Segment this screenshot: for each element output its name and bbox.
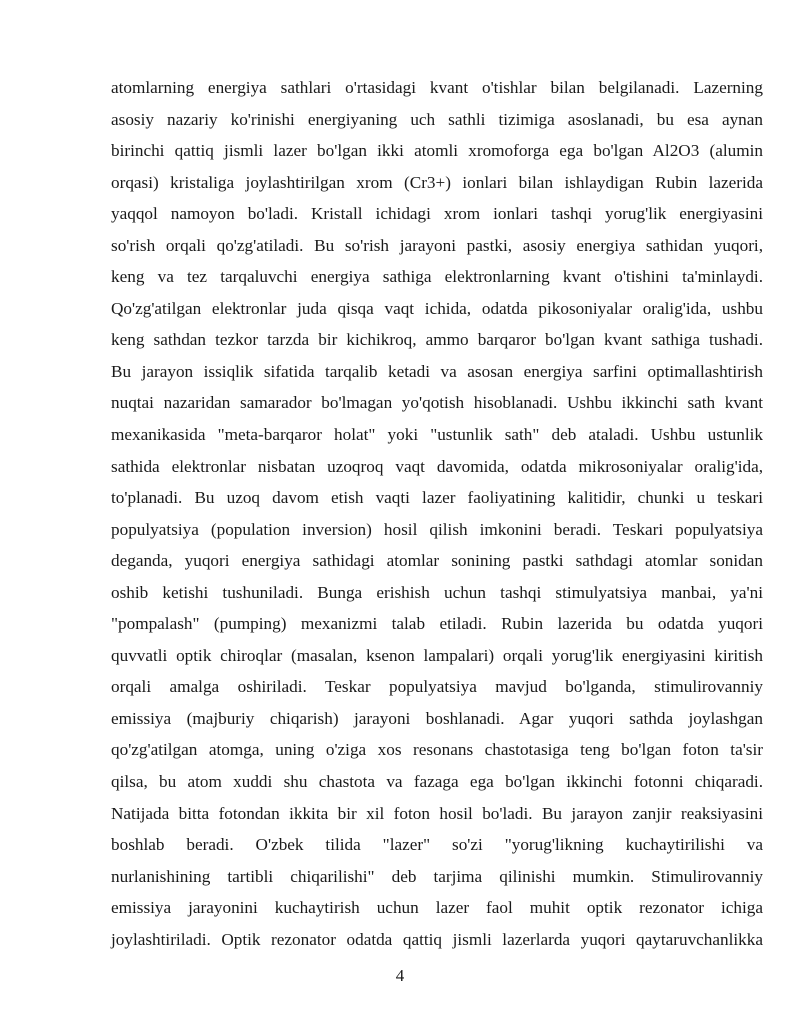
body-paragraph: [111, 72, 763, 955]
text-line: mexanikasida "meta-barqaror holat" yoki "ustunlik sath" deb ataladi. Ushbu ustunlik: [111, 425, 763, 445]
text-line: asosiy nazariy ko'rinishi energiyaning uch sathli tizimiga asoslanadi, bu esa aynan: [111, 109, 763, 129]
text-line: quvvatli optik chiroqlar (masalan, ksenon lampalari) orqali yorug'lik energiyasini kiritish: [111, 645, 763, 665]
text-line: populyatsiya (population inversion) hosil qilish imkonini beradi. Teskari populyatsiya: [111, 519, 763, 539]
text-line: boshlab beradi. O'zbek tilida "lazer" so'zi "yorug'likning kuchaytirilishi va: [111, 835, 763, 855]
text-line: Qo'zg'atilgan elektronlar juda qisqa vaqt ichida, odatda pikosoniyalar oralig'ida, ushbu: [111, 298, 763, 318]
text-line: sathida elektronlar nisbatan uzoqroq vaqt davomida, odatda mikrosoniyalar oralig'ida,: [111, 456, 763, 476]
text-line: to'planadi. Bu uzoq davom etish vaqti lazer faoliyatining kalitidir, chunki u teskari: [111, 488, 763, 508]
text-line: keng va tez tarqaluvchi energiya sathiga elektronlarning kvant o'tishini ta'minlaydi.: [111, 267, 763, 287]
text-line: joylashtiriladi. Optik rezonator odatda qattiq jismli lazerlarda yuqori qaytaruvchanlikka: [111, 929, 763, 949]
text-line: deganda, yuqori energiya sathidagi atomlar sonining pastki sathdagi atomlar sonidan: [111, 551, 763, 571]
text-line: orqasi) kristaliga joylashtirilgan xrom (Cr3+) ionlari bilan ishlaydigan Rubin lazerida: [111, 172, 763, 192]
text-line: yaqqol namoyon bo'ladi. Kristall ichidagi xrom ionlari tashqi yorug'lik energiyasini: [111, 204, 763, 224]
text-line: keng sathdan tezkor tarzda bir kichikroq, ammo barqaror bo'lgan kvant sathiga tushadi.: [111, 330, 763, 350]
text-line: so'rish orqali qo'zg'atiladi. Bu so'rish jarayoni pastki, asosiy energiya sathidan yuqori,: [111, 235, 763, 255]
page-number: 4: [395, 966, 405, 985]
text-line: qo'zg'atilgan atomga, uning o'ziga xos resonans chastotasiga teng bo'lgan foton ta'sir: [111, 740, 763, 760]
text-line: orqali amalga oshiriladi. Teskar populyatsiya mavjud bo'lganda, stimulirovanniy: [111, 677, 763, 697]
text-line: Bu jarayon issiqlik sifatida tarqalib ketadi va asosan energiya sarfini optimallashtirish: [111, 361, 763, 381]
text-line: nuqtai nazaridan samarador bo'lmagan yo'qotish hisoblanadi. Ushbu ikkinchi sath kvant: [111, 393, 763, 413]
text-line: emissiya (majburiy chiqarish) jarayoni boshlanadi. Agar yuqori sathda joylashgan: [111, 708, 763, 728]
text-line: oshib ketishi tushuniladi. Bunga erishish uchun tashqi stimulyatsiya manbai, ya'ni: [111, 582, 763, 602]
text-line: atomlarning energiya sathlari o'rtasidagi kvant o'tishlar bilan belgilanadi. Lazerning: [111, 78, 763, 97]
text-line: emissiya jarayonini kuchaytirish uchun lazer faol muhit optik rezonator ichiga: [111, 898, 763, 918]
text-line: nurlanishining tartibli chiqarilishi" deb tarjima qilinishi mumkin. Stimulirovanniy: [111, 866, 763, 886]
text-line: "pompalash" (pumping) mexanizmi talab etiladi. Rubin lazerida bu odatda yuqori: [111, 614, 763, 634]
text-line: birinchi qattiq jismli lazer bo'lgan ikki atomli xromoforga ega bo'lgan Al2O3 (alumin: [111, 141, 763, 161]
text-line: Natijada bitta fotondan ikkita bir xil foton hosil bo'ladi. Bu jarayon zanjir reaksiyasini: [111, 803, 763, 823]
text-line: qilsa, bu atom xuddi shu chastota va fazaga ega bo'lgan ikkinchi fotonni chiqaradi.: [111, 772, 763, 792]
